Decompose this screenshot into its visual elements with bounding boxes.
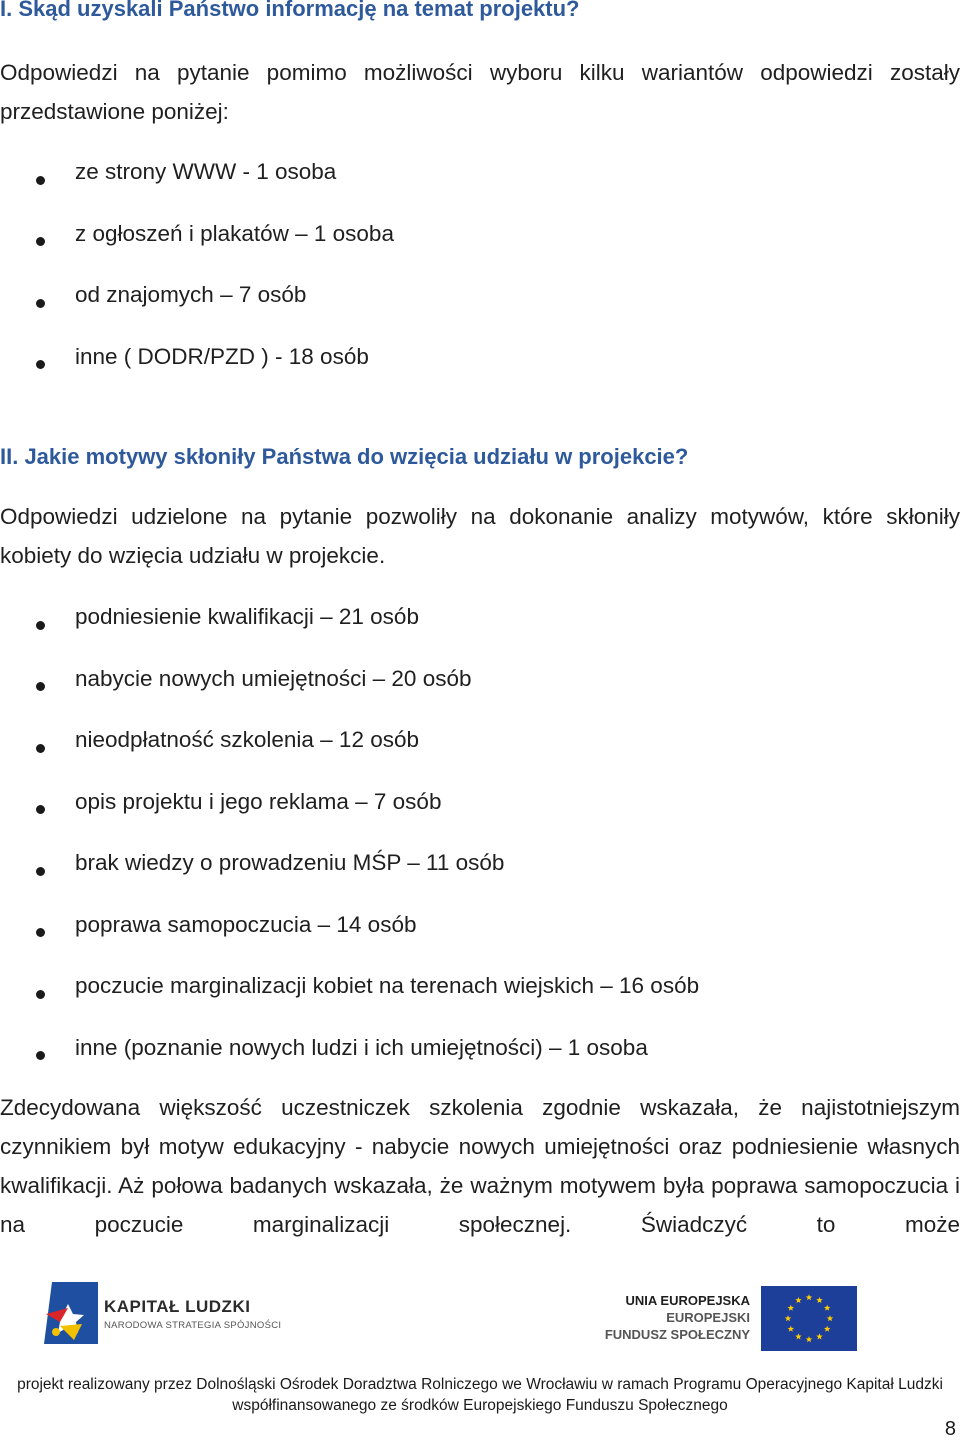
bullet-icon (36, 237, 45, 246)
list-item-text: opis projektu i jego reklama – 7 osób (75, 788, 442, 814)
list-item (0, 964, 699, 1026)
kl-yellow-dot (52, 1328, 60, 1336)
bullet-icon (36, 360, 45, 369)
eu-logo-text (590, 1292, 750, 1343)
bullet-icon (36, 1051, 45, 1060)
bullet-icon (36, 805, 45, 814)
section1-intro: Odpowiedzi na pytanie pomimo możliwości wyboru kilku wariantów odpowiedzi zostały przedstawione poniżej: (0, 60, 960, 124)
logo-right-line2: EUROPEJSKI (666, 1310, 750, 1325)
bullet-icon (36, 682, 45, 691)
logo-left-subtitle: NARODOWA STRATEGIA SPÓJNOŚCI (104, 1320, 282, 1331)
list-item (0, 718, 699, 780)
list-item-text: inne ( DODR/PZD ) - 18 osób (75, 343, 369, 369)
logo-right-line3: FUNDUSZ SPOŁECZNY (604, 1327, 750, 1342)
kapital-ludzki-text (104, 1297, 281, 1331)
page-number: 8 (944, 1418, 956, 1440)
list-item-text: nabycie nowych umiejętności – 20 osób (75, 665, 472, 691)
section2-heading: II. Jakie motywy skłoniły Państwa do wzięcia udziału w projekcie? (0, 444, 689, 469)
list-item-text: od znajomych – 7 osób (75, 282, 307, 307)
footer-line1: projekt realizowany przez Dolnośląski Ośrodek Doradztwa Rolniczego we Wrocławiu w ramach Programu Operacyjnego Kapitał Ludzki (17, 1376, 943, 1393)
list-item-text: inne (poznanie nowych ludzi i ich umiejętności) – 1 osoba (75, 1034, 648, 1060)
list-item (0, 1026, 699, 1088)
bullet-icon (36, 744, 45, 753)
logo-right-line1: UNIA EUROPEJSKA (625, 1293, 750, 1308)
list-item-text: ze strony WWW - 1 osoba (75, 159, 337, 184)
list-item (0, 903, 699, 965)
list-item (0, 780, 699, 842)
logo-left-title: KAPITAŁ LUDZKI (104, 1297, 251, 1316)
footer-line2: współfinansowanego ze środków Europejskiego Funduszu Społecznego (232, 1397, 728, 1414)
list-item (0, 150, 394, 212)
list-item (0, 335, 394, 397)
list-item (0, 273, 394, 335)
bullet-icon (36, 621, 45, 630)
section1-heading: I. Skąd uzyskali Państwo informację na temat projektu? (0, 0, 580, 21)
list-item-text: poczucie marginalizacji kobiet na terenach wiejskich – 16 osób (75, 973, 700, 998)
list-item-text: podniesienie kwalifikacji – 21 osób (75, 604, 419, 629)
list-item-text: poprawa samopoczucia – 14 osób (75, 911, 417, 937)
section1-list (0, 150, 394, 396)
section2-conclusion: Zdecydowana większość uczestniczek szkolenia zgodnie wskazała, że najistotniejszym czynnikiem był motyw edukacyjny - nabycie nowych umiejętności oraz podniesienie własnych kwalifikacji. Aż połowa badanych wskazała, że ważnym motywem była poprawa samopoczucia i na poczucie marginalizacji społecznej. Świadczyć to może (0, 1095, 960, 1237)
bullet-icon (36, 867, 45, 876)
eu-flag-icon (761, 1286, 857, 1351)
list-item (0, 595, 699, 657)
list-item (0, 657, 699, 719)
list-item-text: z ogłoszeń i plakatów – 1 osoba (75, 220, 394, 246)
list-item-text: brak wiedzy o prowadzeniu MŚP – 11 osób (75, 850, 505, 875)
list-item (0, 212, 394, 274)
section2-intro: Odpowiedzi udzielone na pytanie pozwoliły na dokonanie analizy motywów, które skłoniły kobiety do wzięcia udziału w projekcie. (0, 504, 960, 568)
bullet-icon (36, 928, 45, 937)
section2-list (0, 595, 699, 1087)
bullet-icon (36, 299, 45, 308)
list-item (0, 841, 699, 903)
bullet-icon (36, 176, 45, 185)
list-item-text: nieodpłatność szkolenia – 12 osób (75, 727, 419, 752)
bullet-icon (36, 990, 45, 999)
